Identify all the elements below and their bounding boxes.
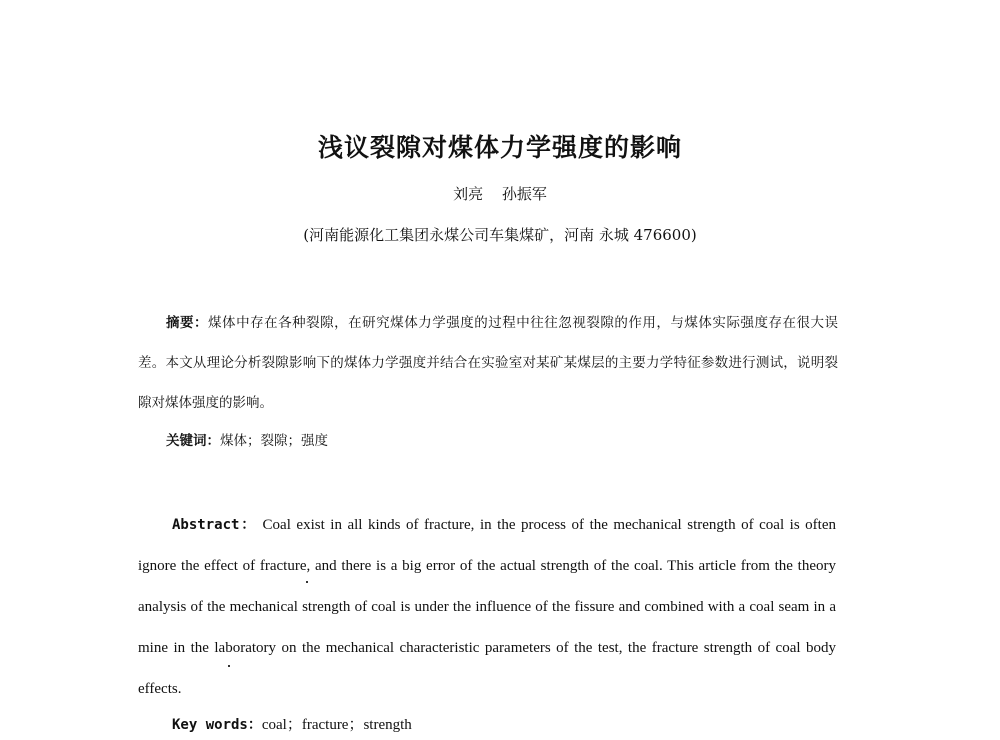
english-keywords-text: coal；fracture；strength [261,717,412,733]
english-abstract-label: Abstract： [172,517,257,533]
english-abstract [138,505,836,710]
chinese-abstract-text: 煤体中存在各种裂隙，在研究煤体力学强度的过程中往往忽视裂隙的作用，与煤体实际强度存在很大误差。本文从理论分析裂隙影响下的煤体力学强度并结合在实验室对某矿某煤层的主要力学特征参数进行测试，说明裂隙对煤体强度的影响。 [138,315,839,411]
english-abstract-text: Coal exist in all kinds of fracture, in the process of the mechanical strength of coal is often ignore the effect of fracture, and there is a big error of the actual strength of the coal. This article from the theory analysis of the mechanical strength of coal is under the influence of the fissure and combined with a coal seam in a mine in the laboratory on the mechanical characteristic parameters of the test, the fracture strength of coal body effects. [138,517,837,697]
chinese-keywords-text: 煤体；裂隙；强度 [220,433,328,449]
scan-speck [228,665,230,667]
affiliation: (河南能源化工集团永煤公司车集煤矿，河南 永城 476600) [303,226,697,244]
scan-speck [306,581,308,583]
chinese-abstract [138,303,838,423]
author-list: 刘亮 孙振军 [453,185,547,203]
english-keywords-label: Key words： [172,717,262,733]
paper-title: 浅议裂隙对煤体力学强度的影响 [317,133,682,162]
chinese-keywords-label: 关键词： [166,433,220,449]
chinese-keywords [166,429,328,449]
chinese-abstract-label: 摘要： [166,315,209,331]
english-keywords [172,713,412,734]
